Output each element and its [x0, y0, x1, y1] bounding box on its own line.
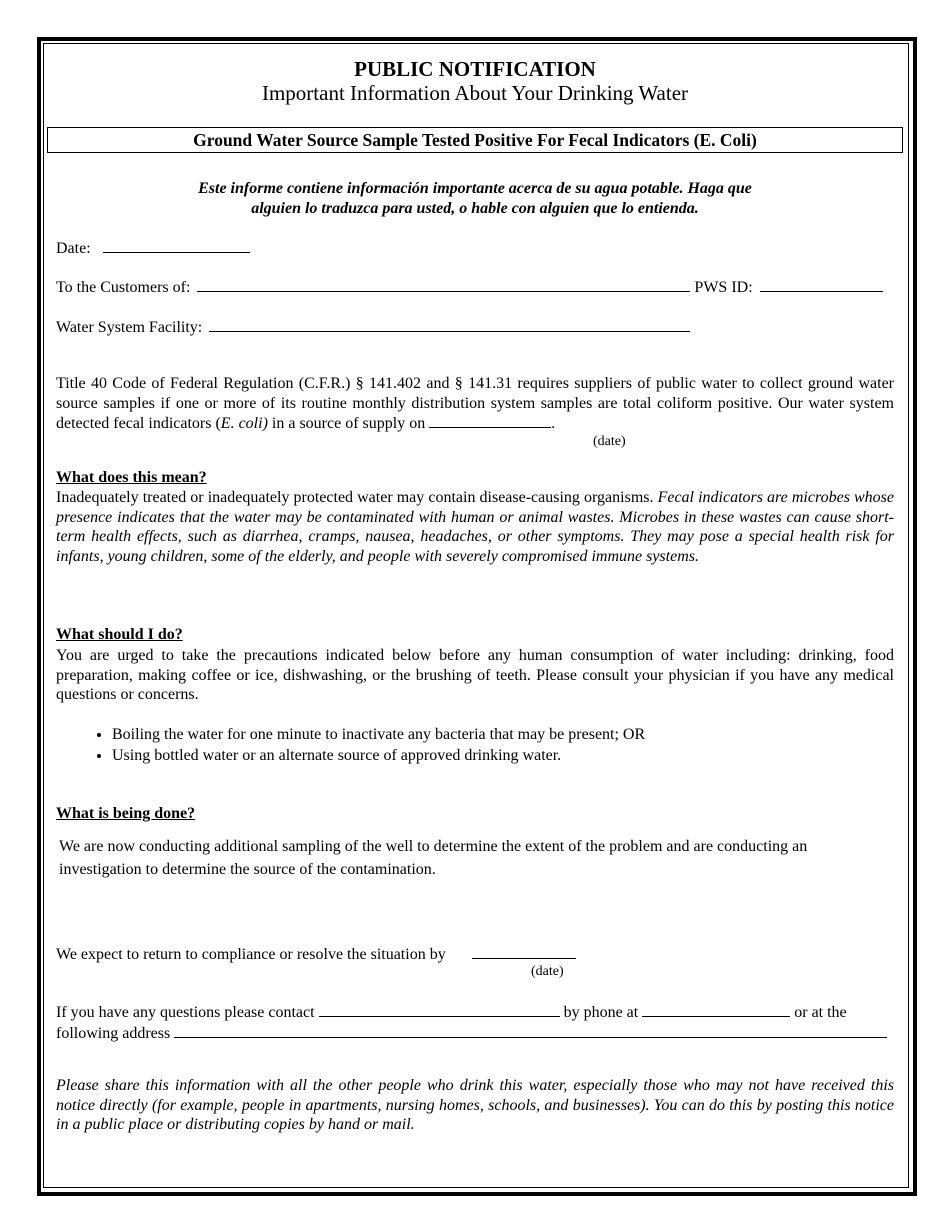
compliance-date-blank[interactable]: [472, 944, 576, 959]
supply-date-blank[interactable]: [429, 413, 551, 428]
customers-row: [56, 277, 896, 297]
spanish-notice: [150, 179, 800, 219]
pws-id-blank[interactable]: [760, 277, 883, 292]
list-item: • Boiling the water for one minute to inactivate any bacteria that may be present; OR: [112, 724, 645, 745]
contact-name-blank[interactable]: [319, 1002, 560, 1017]
intro-text-after: in a source of supply on: [267, 415, 426, 433]
todo-paragraph: You are urged to take the precautions indicated below before any human consumption of water including: drinking, food preparation, making coffee or ice, dishwashing, or the brushing of teeth. Please consult your physician if you have any medical questions or concerns.: [56, 647, 894, 704]
contact-phone-blank[interactable]: [642, 1002, 790, 1017]
facility-row: [56, 317, 690, 337]
date-field: [56, 238, 250, 258]
customers-label: To the Customers of:: [56, 279, 191, 296]
meaning-italic-text: Fecal indicators are microbes whose presence indicates that the water may be contaminated with human or animal wastes. Microbes in these wastes can cause short-term health effects, such as diarrhea, cramps, nausea, headaches, or other symptoms. They may pose a special health risk for infants, young children, some of the elderly, and people with severely compromised immune systems.: [56, 489, 894, 565]
supply-date-caption: (date): [593, 434, 626, 449]
meaning-text: Inadequately treated or inadequately protected water may contain disease-causing organisms.: [56, 489, 658, 506]
contact-text-4: following address: [56, 1025, 171, 1042]
meaning-heading: What does this mean?: [56, 469, 207, 486]
notice-subtitle: Important Information About Your Drinking Water: [261, 81, 689, 105]
done-paragraph: We are now conducting additional sampling of the well to determine the extent of the problem and are conducting an investigation to determine the source of the contamination.: [59, 838, 808, 878]
todo-heading: What should I do?: [56, 626, 183, 643]
contact-address-blank[interactable]: [174, 1023, 887, 1038]
contact-text-1: If you have any questions please contact: [56, 1004, 315, 1021]
compliance-text: We expect to return to compliance or resolve the situation by: [56, 946, 446, 963]
pws-label: PWS ID:: [694, 279, 753, 296]
intro-period: .: [551, 415, 556, 433]
contact-line-1: [56, 1002, 896, 1023]
contact-text-3: or at the: [794, 1004, 847, 1021]
facility-blank[interactable]: [209, 317, 690, 332]
spanish-line-2: alguien lo traduzca para usted, o hable con alguien que lo entienda.: [251, 200, 699, 217]
ecoli-text: E. coli): [220, 415, 268, 433]
intro-paragraph: [56, 374, 894, 434]
contact-block: [56, 1002, 896, 1044]
facility-label: Water System Facility:: [56, 319, 203, 336]
notice-title: PUBLIC NOTIFICATION: [354, 57, 596, 81]
date-label: Date:: [56, 240, 91, 257]
precautions-list: [56, 724, 645, 766]
list-item: • Using bottled water or an alternate source of approved drinking water.: [112, 745, 645, 766]
share-paragraph: Please share this information with all the other people who drink this water, especially those who may not have received this notice directly (for example, people in apartments, nursing homes, schools, and businesses). You can do this by posting this notice in a public place or distributing copies by hand or mail.: [56, 1077, 894, 1134]
date-blank[interactable]: [103, 238, 250, 253]
spanish-line-1: Este informe contiene información importante acerca de su agua potable. Haga que: [198, 180, 752, 197]
meaning-paragraph: [56, 488, 894, 566]
intro-text: Title 40 Code of Federal Regulation (C.F.R.) § 141.402 and § 141.31 requires suppliers of public water to collect ground water source samples if one or more of its routine monthly distribution system samples are total coliform positive. Our water system detected fecal indicators (: [56, 375, 894, 433]
contact-text-2: by phone at: [563, 1004, 639, 1021]
compliance-row: [56, 944, 576, 964]
compliance-date-caption: (date): [531, 964, 564, 979]
contact-line-2: [56, 1023, 896, 1044]
done-heading: What is being done?: [56, 805, 196, 822]
customers-blank[interactable]: [197, 277, 690, 292]
notice-banner: Ground Water Source Sample Tested Positive For Fecal Indicators (E. Coli): [47, 127, 903, 153]
